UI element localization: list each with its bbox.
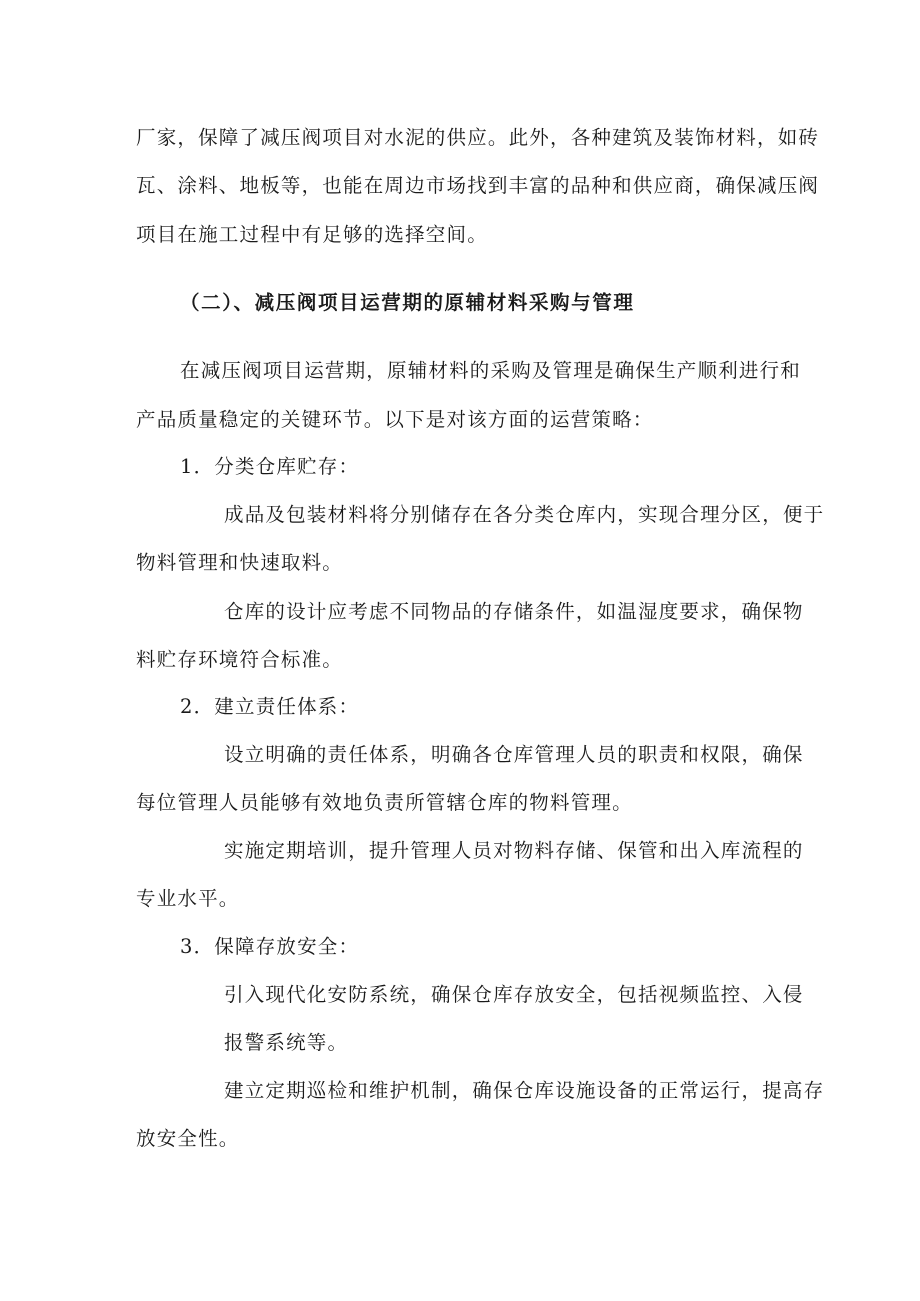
item-3-para-2-line-2: 放安全性。 (136, 1127, 240, 1150)
item-3-title: 3．保障存放安全： (180, 935, 360, 958)
intro-line-1: 厂家，保障了减压阀项目对水泥的供应。此外，各种建筑及装饰材料，如砖 (136, 126, 820, 149)
intro-line-2: 瓦、涂料、地板等，也能在周边市场找到丰富的品种和供应商，确保减压阀 (136, 174, 820, 197)
item-1-para-2-line-1: 仓库的设计应考虑不同物品的存储条件，如温湿度要求，确保物 (224, 600, 804, 623)
item-2-para-1-line-2: 每位管理人员能够有效地负责所管辖仓库的物料管理。 (136, 791, 633, 814)
intro-line-3: 项目在施工过程中有足够的选择空间。 (136, 223, 488, 246)
overview-line-1: 在减压阀项目运营期，原辅材料的采购及管理是确保生产顺利进行和 (180, 359, 802, 382)
section-heading: （二）、减压阀项目运营期的原辅材料采购与管理 (180, 291, 635, 314)
item-1-para-1-line-1: 成品及包装材料将分别储存在各分类仓库内，实现合理分区，便于 (224, 503, 825, 526)
item-2-para-2-line-2: 专业水平。 (136, 887, 240, 910)
item-2-para-1-line-1: 设立明确的责任体系，明确各仓库管理人员的职责和权限，确保 (224, 743, 804, 766)
item-3-para-2-line-1: 建立定期巡检和维护机制，确保仓库设施设备的正常运行，提高存 (224, 1079, 825, 1102)
item-2-para-2-line-1: 实施定期培训，提升管理人员对物料存储、保管和出入库流程的 (224, 839, 804, 862)
overview-line-2: 产品质量稳定的关键环节。以下是对该方面的运营策略： (136, 408, 654, 431)
item-3-para-1-line-2: 报警系统等。 (224, 1031, 349, 1054)
item-1-title: 1．分类仓库贮存： (180, 455, 360, 478)
item-3-para-1-line-1: 引入现代化安防系统，确保仓库存放安全，包括视频监控、入侵 (224, 983, 804, 1006)
item-2-title: 2．建立责任体系： (180, 695, 360, 718)
item-1-para-2-line-2: 料贮存环境符合标准。 (136, 648, 344, 671)
item-1-para-1-line-2: 物料管理和快速取料。 (136, 551, 344, 574)
